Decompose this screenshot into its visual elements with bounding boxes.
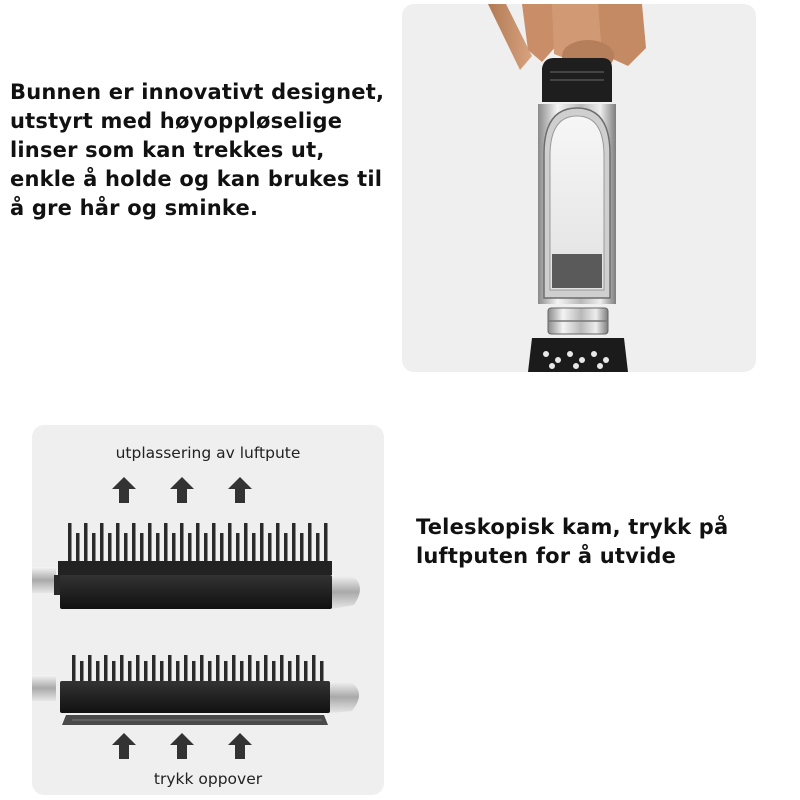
bristle: [128, 661, 132, 683]
bristle: [164, 523, 168, 563]
up-arrow-icons: [112, 477, 252, 503]
bristle: [188, 533, 192, 563]
bristle: [228, 523, 232, 563]
mirror-description-line: linser som kan trekkes ut,: [10, 138, 325, 162]
bristle: [296, 655, 300, 683]
bristle: [272, 661, 276, 683]
bristle: [176, 661, 180, 683]
bristle: [216, 655, 220, 683]
bristle: [280, 655, 284, 683]
bristle: [236, 533, 240, 563]
bristle: [116, 523, 120, 563]
bristle: [76, 533, 80, 563]
air-cushion-caption: utplassering av luftpute: [115, 444, 301, 462]
bristle: [324, 523, 328, 563]
bristle: [100, 523, 104, 563]
up-arrow-icon: [228, 733, 252, 759]
mirror-description: [10, 78, 384, 223]
bristle: [140, 533, 144, 563]
bristle: [252, 533, 256, 563]
bristle: [220, 533, 224, 563]
comb-description-line: Teleskopisk kam, trykk på: [416, 515, 729, 539]
up-arrow-icon: [112, 733, 136, 759]
bristle: [304, 661, 308, 683]
bristle: [184, 655, 188, 683]
bristle: [132, 523, 136, 563]
up-arrow-icon: [112, 477, 136, 503]
bristle: [168, 655, 172, 683]
bristle: [180, 523, 184, 563]
bristle: [276, 523, 280, 563]
bristle: [200, 655, 204, 683]
comb-product-diagram: [32, 425, 384, 795]
comb-description-line: luftputen for å utvide: [416, 544, 677, 568]
bristle: [264, 655, 268, 683]
up-arrow-icon: [170, 733, 194, 759]
mirror-description-line: Bunnen er innovativt designet,: [10, 80, 385, 104]
bristle: [88, 655, 92, 683]
up-arrow-icons: [112, 733, 252, 759]
bristle: [316, 533, 320, 563]
telescopic-comb-illustration: [32, 425, 384, 795]
bristle: [112, 661, 116, 683]
mirror-description-line: utstyrt med høyoppløselige: [10, 109, 343, 133]
mirror-product-photo: [402, 4, 756, 372]
bristle: [108, 533, 112, 563]
bristle: [92, 533, 96, 563]
bristle: [224, 661, 228, 683]
bristle: [104, 655, 108, 683]
bristle: [308, 523, 312, 563]
bristle: [300, 533, 304, 563]
bristle: [80, 661, 84, 683]
bristle: [268, 533, 272, 563]
hand-pulling-mirror-illustration: [402, 4, 756, 372]
bristle: [320, 661, 324, 683]
bristle: [208, 661, 212, 683]
bristle: [244, 523, 248, 563]
mirror-description-line: enkle å holde og kan brukes til: [10, 167, 383, 191]
bristle: [96, 661, 100, 683]
push-up-caption: trykk oppover: [153, 770, 263, 788]
bristle: [284, 533, 288, 563]
bristle: [124, 533, 128, 563]
comb-retracted: [32, 655, 359, 725]
bristle: [144, 661, 148, 683]
bristle: [148, 523, 152, 563]
bristle: [172, 533, 176, 563]
bristle: [232, 655, 236, 683]
bristle: [160, 661, 164, 683]
bristle: [256, 661, 260, 683]
comb-extended: [32, 523, 360, 609]
bristle: [84, 523, 88, 563]
bristle: [136, 655, 140, 683]
bristle: [260, 523, 264, 563]
bristle: [196, 523, 200, 563]
bristle: [72, 655, 76, 683]
bristle: [288, 661, 292, 683]
bristle: [120, 655, 124, 683]
mirror-description-line: å gre hår og sminke.: [10, 196, 259, 220]
bristle: [204, 533, 208, 563]
bristle: [240, 661, 244, 683]
up-arrow-icon: [228, 477, 252, 503]
bristle: [212, 523, 216, 563]
bristle: [192, 661, 196, 683]
bristle: [292, 523, 296, 563]
bristle: [312, 655, 316, 683]
bristle: [156, 533, 160, 563]
up-arrow-icon: [170, 477, 194, 503]
comb-description: [416, 513, 728, 571]
bristle: [152, 655, 156, 683]
bristle: [68, 523, 72, 563]
bristle: [248, 655, 252, 683]
